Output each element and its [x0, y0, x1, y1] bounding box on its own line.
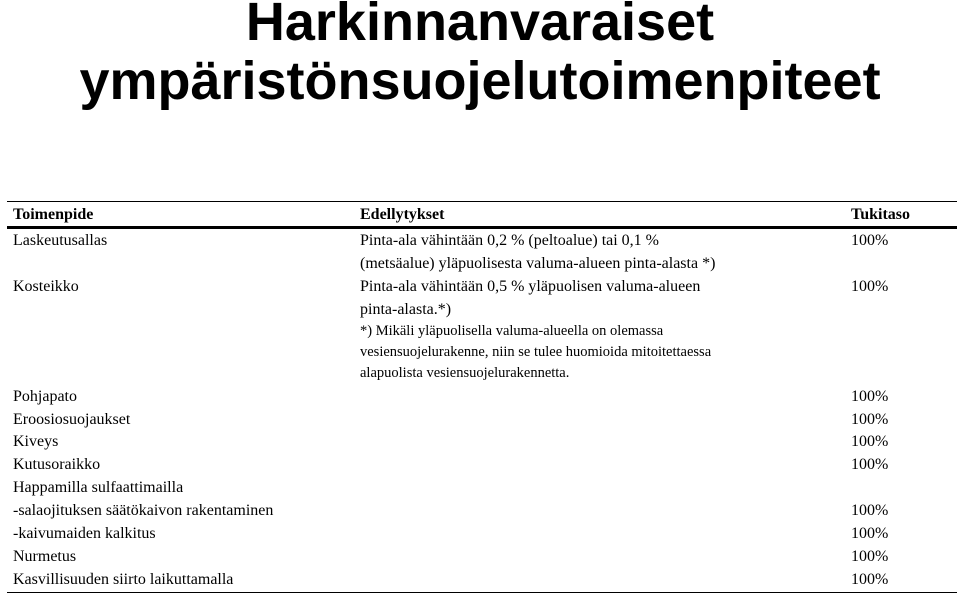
footnote-line-3: alapuolista vesiensuojelurakennetta. [360, 365, 570, 381]
row-measure-laskeutusallas: Laskeutusallas [13, 232, 108, 249]
page-title-line-1: Harkinnanvaraiset [245, 0, 715, 52]
row-measure-kaivumaiden-kalkitus: -kaivumaiden kalkitus [13, 525, 156, 542]
footnote-line-1: *) Mikäli yläpuolisella valuma-alueella on olemassa [360, 323, 664, 339]
row-support-pohjapato: 100% [851, 388, 889, 405]
row-support-salaojituksen-saatokaivon: 100% [851, 502, 889, 519]
table-bottom-rule [7, 592, 957, 593]
table-top-rule [7, 201, 957, 202]
row-measure-nurmetus: Nurmetus [13, 548, 77, 565]
header-measure: Toimenpide [13, 206, 94, 223]
row-support-nurmetus: 100% [851, 548, 889, 565]
row-measure-happamilla-sulfaattimailla: Happamilla sulfaattimailla [13, 479, 184, 496]
row-measure-pohjapato: Pohjapato [13, 388, 77, 405]
row-support-kaivumaiden-kalkitus: 100% [851, 525, 889, 542]
row-support-eroosiosuojaukset: 100% [851, 411, 889, 428]
row-support-kiveys: 100% [851, 433, 889, 450]
page-title-line-2: ympäristönsuojelutoimenpiteet [79, 51, 881, 111]
row-measure-kosteikko: Kosteikko [13, 278, 79, 295]
row-support-kosteikko: 100% [851, 278, 889, 295]
measures-table [7, 201, 957, 595]
row-measure-salaojituksen-saatokaivon: -salaojituksen säätökaivon rakentaminen [13, 502, 274, 519]
row-measure-kasvillisuuden-siirto: Kasvillisuuden siirto laikuttamalla [13, 571, 234, 588]
row-support-kasvillisuuden-siirto: 100% [851, 571, 889, 588]
condition-laskeutusallas-line-1: Pinta-ala vähintään 0,2 % (peltoalue) tai 0,1 % [360, 232, 660, 249]
footnote-line-2: vesiensuojelurakenne, niin se tulee huomioida mitoitettaessa [360, 344, 712, 360]
condition-laskeutusallas-line-2: (metsäalue) yläpuolisesta valuma-alueen pinta-alasta *) [360, 255, 716, 272]
row-support-laskeutusallas: 100% [851, 232, 889, 249]
row-support-kutusoraikko: 100% [851, 456, 889, 473]
header-support: Tukitaso [851, 206, 910, 223]
condition-kosteikko-line-1: Pinta-ala vähintään 0,5 % yläpuolisen valuma-alueen [360, 278, 701, 295]
condition-kosteikko-line-2: pinta-alasta.*) [360, 301, 452, 318]
row-measure-eroosiosuojaukset: Eroosiosuojaukset [13, 411, 131, 428]
header-conditions: Edellytykset [360, 206, 445, 223]
page-title [0, 0, 960, 111]
row-measure-kutusoraikko: Kutusoraikko [13, 456, 101, 473]
row-measure-kiveys: Kiveys [13, 433, 59, 450]
